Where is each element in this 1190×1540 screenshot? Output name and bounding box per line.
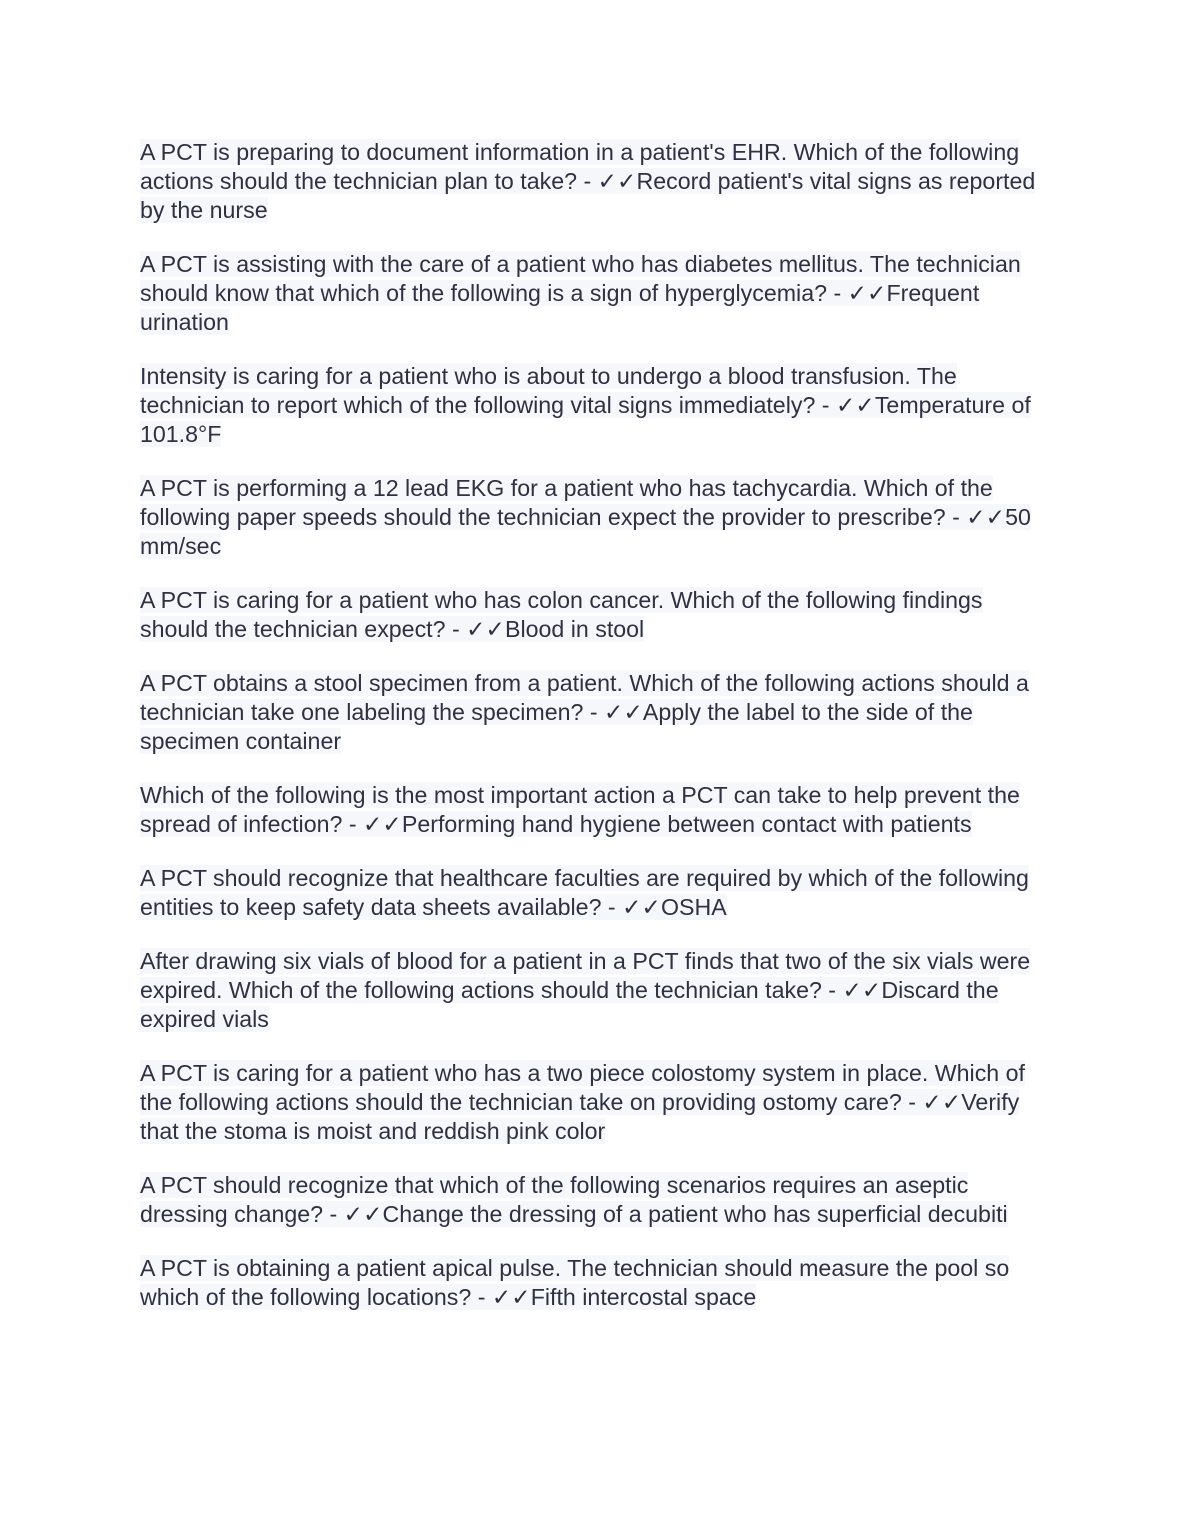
answer-text: 50 mm/sec [140, 504, 1031, 559]
qa-item [140, 669, 1050, 756]
answer-text: Blood in stool [504, 616, 645, 642]
question-text: After drawing six vials of blood for a patient in a PCT finds that two of the six vials were expired. Which of the following actions should the technician take? [140, 948, 1031, 1003]
question-text: A PCT obtains a stool specimen from a patient. Which of the following actions should a technician take one labeling the specimen? [140, 670, 1029, 725]
question-text: A PCT should recognize that healthcare faculties are required by which of the following entities to keep safety data sheets available? [140, 865, 1029, 920]
qa-item [140, 781, 1050, 839]
question-text: A PCT is caring for a patient who has colon cancer. Which of the following findings should the technician expect? [140, 587, 983, 642]
answer-separator: - ✓✓ [323, 1201, 383, 1227]
qa-item [140, 138, 1050, 225]
answer-separator: - ✓✓ [445, 616, 505, 642]
answer-separator: - ✓✓ [471, 1284, 531, 1310]
answer-text: OSHA [660, 894, 727, 920]
answer-text: Verify that the stoma is moist and reddish pink color [140, 1089, 1020, 1144]
answer-separator: - ✓✓ [601, 894, 661, 920]
answer-separator: - ✓✓ [821, 977, 882, 1003]
answer-text: Temperature of 101.8°F [140, 392, 1031, 447]
answer-separator: - ✓✓ [815, 392, 875, 418]
question-text: Intensity is caring for a patient who is about to undergo a blood transfusion. The technician to report which of the following vital signs immediately? [140, 363, 957, 418]
qa-item [140, 362, 1050, 449]
question-text: A PCT should recognize that which of the following scenarios requires an aseptic dressing change? [140, 1172, 969, 1227]
qa-item [140, 864, 1050, 922]
answer-separator: - ✓✓ [945, 504, 1006, 530]
document-page [140, 138, 1050, 1337]
qa-item [140, 1254, 1050, 1312]
answer-text: Frequent urination [140, 280, 980, 335]
qa-item [140, 1059, 1050, 1146]
answer-text: Apply the label to the side of the specimen container [140, 699, 973, 754]
qa-item [140, 947, 1050, 1034]
answer-separator: - ✓✓ [901, 1089, 962, 1115]
answer-separator: - ✓✓ [577, 168, 637, 194]
qa-item [140, 474, 1050, 561]
question-text: A PCT is obtaining a patient apical pulse. The technician should measure the pool so which of the following locations? [140, 1255, 1010, 1310]
qa-item [140, 586, 1050, 644]
qa-item [140, 250, 1050, 337]
answer-text: Discard the expired vials [140, 977, 999, 1032]
answer-text: Performing hand hygiene between contact with patients [401, 811, 972, 837]
answer-separator: - ✓✓ [342, 811, 402, 837]
question-text: Which of the following is the most important action a PCT can take to help prevent the spread of infection? [140, 782, 1020, 837]
answer-separator: - ✓✓ [583, 699, 643, 725]
question-text: A PCT is performing a 12 lead EKG for a patient who has tachycardia. Which of the following paper speeds should the technician expect the provider to prescribe? [140, 475, 993, 530]
question-text: A PCT is preparing to document information in a patient's EHR. Which of the following actions should the technician plan to take? [140, 139, 1020, 194]
answer-text: Fifth intercostal space [530, 1284, 757, 1310]
answer-text: Change the dressing of a patient who has superficial decubiti [382, 1201, 1008, 1227]
question-text: A PCT is caring for a patient who has a two piece colostomy system in place. Which of the following actions should the technician take on providing ostomy care? [140, 1060, 1025, 1115]
answer-text: Record patient's vital signs as reported by the nurse [140, 168, 1036, 223]
answer-separator: - ✓✓ [827, 280, 887, 306]
question-text: A PCT is assisting with the care of a patient who has diabetes mellitus. The technician should know that which of the following is a sign of hyperglycemia? [140, 251, 1021, 306]
qa-item [140, 1171, 1050, 1229]
